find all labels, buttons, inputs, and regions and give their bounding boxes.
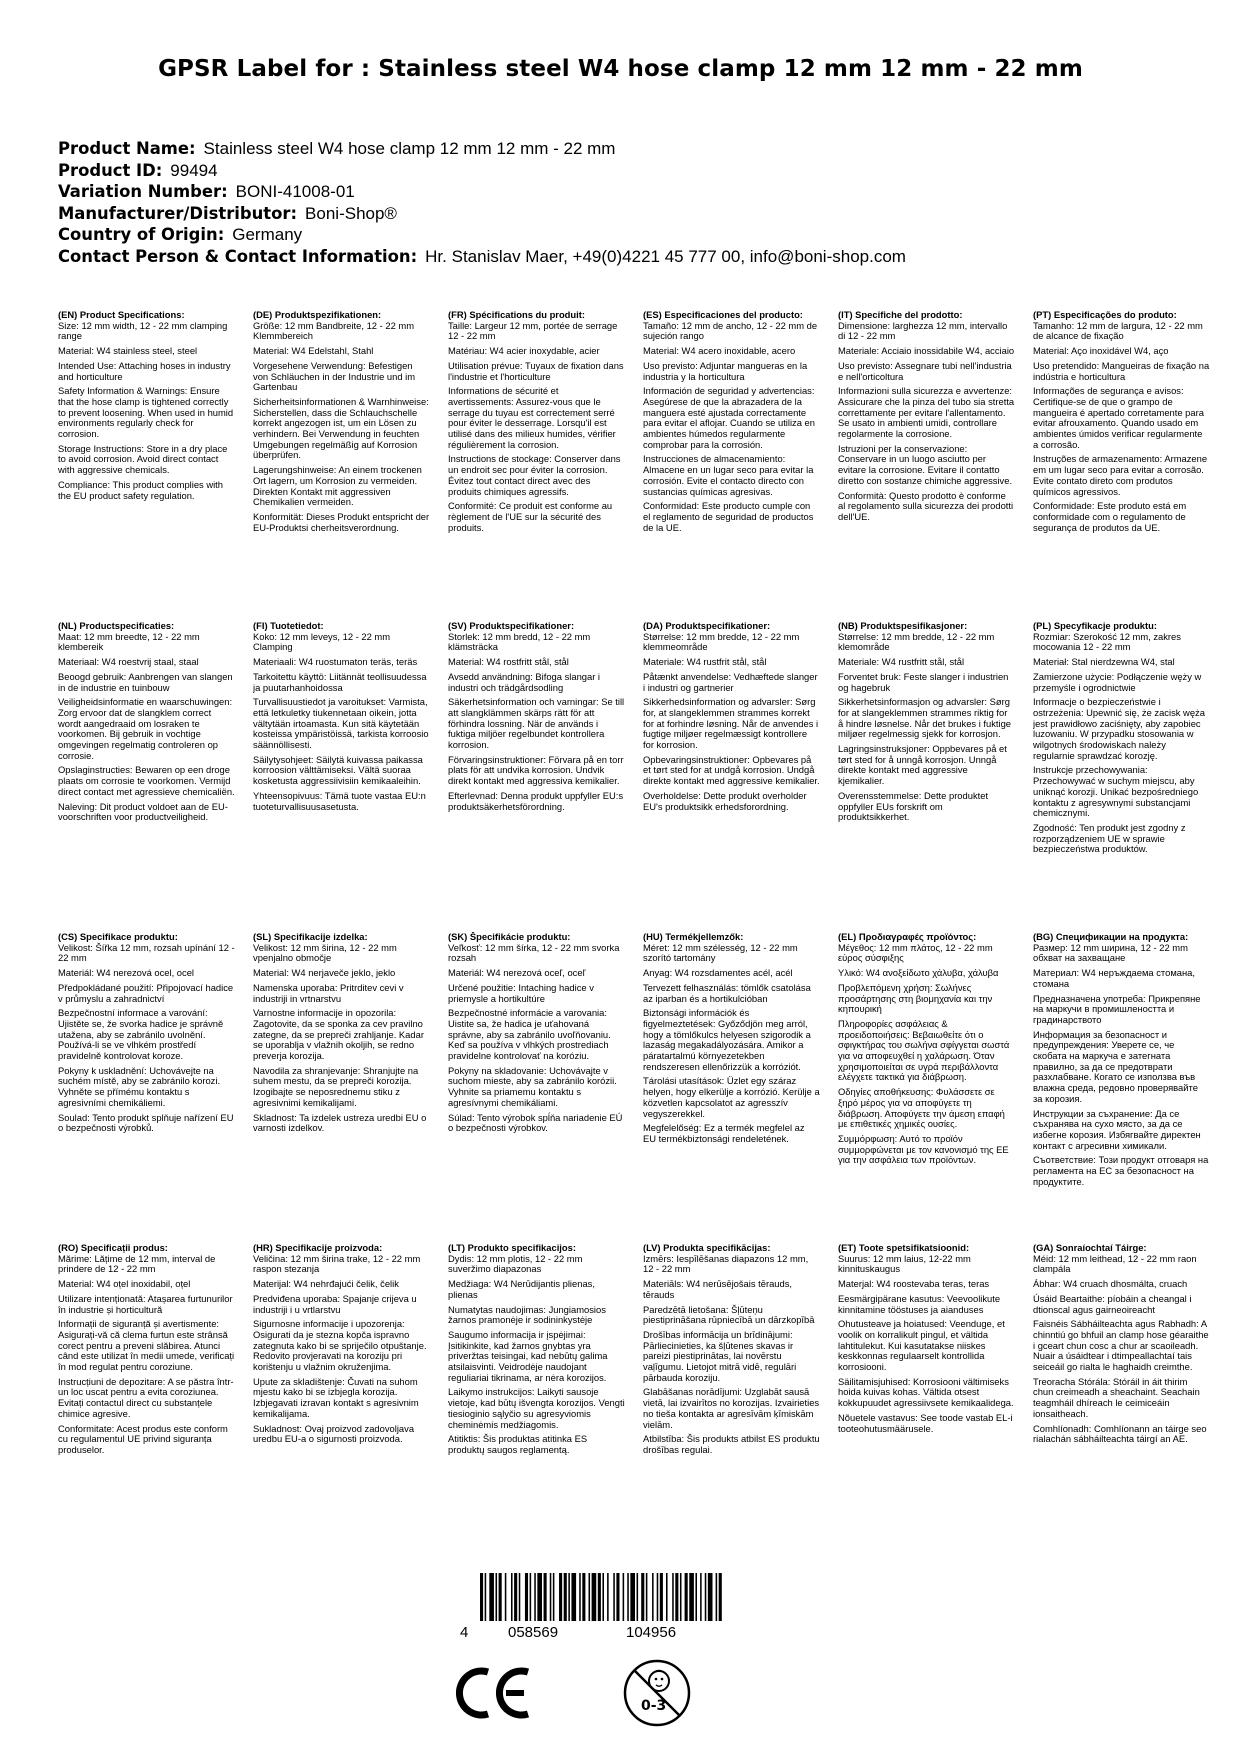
spec-block — [58, 310, 253, 621]
spec-block — [253, 310, 448, 621]
spec-storage: Upute za skladištenje: Čuvati na suhom mjestu kako bi se izbjegla korozija. Izbjegavati izravan kontakt s agresivnim kemikalijama. — [253, 1375, 419, 1419]
spec-storage: Säilitamisjuhised: Korrosiooni vältimiseks hoida kuivas kohas. Vältida otsest kokkupuudet agressiivsete kemikaalidega. — [838, 1375, 1014, 1409]
spec-use: Uso previsto: Assegnare tubi nell'industria e nell'orticoltura — [838, 359, 1012, 382]
spec-compliance: Conformité: Ce produit est conforme au règlement de l'UE sur la sécurité des produits. — [448, 500, 613, 533]
spec-storage: Tárolási utasítások: Üzlet egy száraz helyen, hogy elkerülje a korrózió. Kerülje a közvetlen kapcsolatot az agresszív vegyszerekkel. — [643, 1075, 820, 1119]
country-of-origin-row — [58, 224, 1198, 246]
barcode-bar — [519, 1573, 521, 1621]
spec-heading: (CS) Specifikace produktu: — [58, 932, 178, 942]
barcode-bar — [559, 1573, 562, 1621]
spec-heading: (LV) Produkta specifikācijas: — [643, 1243, 771, 1253]
spec-size: Koko: 12 mm leveys, 12 - 22 mm Clamping — [253, 630, 391, 653]
barcode-bar — [598, 1573, 601, 1621]
spec-storage: Pokyny na skladovanie: Uchovávajte v suchom mieste, aby sa zabránilo korózii. Vyhnite sa priamemu kontaktu s agresívnymi chemikáliami. — [448, 1064, 617, 1108]
spec-safety: Sikkerhetsinformasjon og advarsler: Sørg for at slangeklemmen strammes riktig for å hindre løsnelse. Når det brukes i fuktige miljøer regelmessig sjekk for korrosjon. — [838, 696, 1012, 740]
spec-use: Uso previsto: Adjuntar mangueras en la industria y la horticultura — [643, 359, 808, 382]
barcode-bar — [579, 1573, 581, 1621]
spec-safety: Säkerhetsinformation och varningar: Se till att slangklämmen skärps rätt för att förhindra lossning. När de används i fuktiga miljöer regelbundet kontrollera korrosion. — [448, 696, 625, 751]
spec-safety: Biztonsági információk és figyelmeztetések: Győződjön meg arról, hogy a tömlőkulcs helyesen szigorodik a lazaság megakadályozására. Amikor a páratartalmú környezetekben rendszeresen ellenőrizzük a korróziót. — [643, 1007, 811, 1072]
barcode-bar — [657, 1573, 659, 1621]
spec-size: Tamanho: 12 mm de largura, 12 - 22 mm de alcance de fixação — [1033, 319, 1203, 342]
spec-use: Intended Use: Attaching hoses in industry and horticulture — [58, 359, 231, 382]
spec-heading: (NB) Produktspesifikasjoner: — [838, 621, 968, 631]
spec-compliance: Conformidad: Este producto cumple con el reglamento de seguridad de productos de la UE. — [643, 500, 814, 533]
spec-safety: Drošības informācija un brīdinājumi: Pārliecinieties, ka šļūtenes skavas ir pareizi piestiprinātas, lai novērstu vaļīgumu. Lietojot mitrā vidē, regulāri pārbauda koroziju. — [643, 1328, 797, 1383]
spec-material: Materiale: Acciaio inossidabile W4, acciaio — [838, 345, 1015, 357]
spec-safety: Sikkerhedsinformation og advarsler: Sørg for, at slangeklemmen strammes korrekt for at forhindre løsning. Når de anvendes i fugtige miljøer regelmæssigt kontrollere for korrosion. — [643, 696, 819, 751]
barcode-bar — [544, 1573, 547, 1621]
spec-block — [838, 621, 1033, 932]
spec-use: Tervezett felhasználás: tömlők csatolása az iparban és a hortikulcióban — [643, 981, 811, 1004]
spec-size: Mărime: Lățime de 12 mm, interval de prindere de 12 - 22 mm — [58, 1252, 216, 1275]
spec-heading: (ES) Especificaciones del producto: — [643, 310, 803, 320]
spec-compliance: Overensstemmelse: Dette produktet oppfyller EUs forskrift om produktsikkerhet. — [838, 789, 989, 823]
spec-size: Veľkosť: 12 mm šírka, 12 - 22 mm svorka rozsah — [448, 941, 620, 964]
spec-compliance: Conformidade: Este produto está em conformidade com o regulamento de segurança de produtos da UE. — [1033, 500, 1187, 533]
spec-block — [1033, 310, 1228, 621]
spec-heading: (PT) Especificações do produto: — [1033, 310, 1177, 320]
spec-use: Úsáid Beartaithe: píobáin a cheangal i dtionscal agus gairneoireacht — [1033, 1292, 1192, 1315]
spec-safety: Informações de segurança e avisos: Certifique-se de que o grampo de mangueira é apertado corretamente para evitar afrouxamento. Quando usado em ambientes úmidos verificar regularmente a corrosão. — [1033, 385, 1204, 450]
product-name-label: Product Name: — [58, 139, 196, 158]
contact-value: Hr. Stanislav Maer, +49(0)4221 45 777 00, info@boni-shop.com — [425, 246, 906, 266]
manufacturer-value: Boni-Shop® — [305, 203, 397, 223]
spec-compliance: Soulad: Tento produkt splňuje nařízení EU o bezpečnosti výrobků. — [58, 1111, 234, 1134]
spec-size: Storlek: 12 mm bredd, 12 - 22 mm klämsträcka — [448, 630, 591, 653]
spec-use: Vorgesehene Verwendung: Befestigen von Schläuchen in der Industrie und im Gartenbau — [253, 359, 416, 393]
spec-safety: Bezpečnostné informácie a varovania: Uistite sa, že hadica je uťahovaná správne, aby sa zabránilo uvoľňovaniu. Keď sa používa v vlhkých prostrediach pravidelne kontrolovať na koróziu. — [448, 1007, 611, 1062]
barcode-bar — [641, 1573, 644, 1621]
variation-number-label: Variation Number: — [58, 182, 228, 201]
barcode-digit-group-1: 4 — [460, 1624, 469, 1641]
barcode-bar — [660, 1573, 663, 1621]
spec-material: Υλικό: W4 ανοξείδωτο χάλυβα, χάλυβα — [838, 967, 999, 979]
spec-storage: Istruzioni per la conservazione: Conservare in un luogo asciutto per evitare la corrosione. Evitare il contatto diretto con sostanze chimiche aggressive. — [838, 442, 1013, 486]
barcode-bar — [695, 1573, 697, 1621]
barcode-bar — [602, 1573, 604, 1621]
spec-safety: Ohutusteave ja hoiatused: Veenduge, et voolik on korralikult pingul, et vältida lahtitulekut. Kui kasutatakse niiskes keskkonnas regulaarselt kontrollida korrosiooni. — [838, 1318, 1005, 1373]
spec-heading: (BG) Спецификации на продукта: — [1033, 932, 1189, 942]
spec-compliance: Atbilstība: Šis produkts atbilst ES produktu drošības regulai. — [643, 1433, 820, 1455]
spec-safety: Информация за безопасност и предупреждения: Уверете се, че скобата на маркуча е затегната правилно, за да се предотврати разхлабване. Когато се използва във влажна среда, редовно проверявайте за корозия. — [1033, 1028, 1198, 1104]
spec-safety: Saugumo informacija ir įspėjimai: Įsitikinkite, kad žarnos gnybtas yra priveržtas teisingai, kad nebūtų galima atsilaisvinti. Veidrodėje naudojant reguliariai tikrinama, ar nėra korozijos. — [448, 1328, 608, 1383]
spec-material: Medžiaga: W4 Nerūdijantis plienas, plienas — [448, 1278, 595, 1300]
spec-block — [1033, 932, 1228, 1243]
spec-safety: Veiligheidsinformatie en waarschuwingen: Zorg ervoor dat de slangklem correct wordt aangedraaid om losraken te voorkomen. Bij gebruik in vochtige omgevingen regelmatig controleren op corrosie. — [58, 696, 233, 761]
spec-size: Velikost: Šířka 12 mm, rozsah upínání 12 - 22 mm — [58, 941, 235, 964]
spec-use: Paredzētā lietošana: Šļūteņu piestiprināšana rūpniecībā un dārzkopībā — [643, 1303, 815, 1326]
variation-number-value: BONI-41008-01 — [235, 182, 355, 201]
spec-size: Größe: 12 mm Bandbreite, 12 - 22 mm Klemmbereich — [253, 319, 415, 342]
barcode-bar — [553, 1573, 555, 1621]
spec-block — [838, 310, 1033, 621]
spec-safety: Πληροφορίες ασφάλειας & προειδοποιήσεις: Βεβαιωθείτε ότι ο σφιγκτήρας του σωλήνα σφίγγεται σωστά για να αποφευχθεί η χαλάρωση. Όταν χρησιμοποιείται σε υγρά περιβάλλοντα ελέγχετε τακτικά για διάβρωση. — [838, 1017, 1010, 1083]
spec-heading: (DA) Produktspecifikationer: — [643, 621, 771, 631]
spec-compliance: Konformität: Dieses Produkt entspricht der EU-Produktsi cherheitsverordnung. — [253, 510, 430, 533]
barcode-bar — [568, 1573, 570, 1621]
spec-material: Material: W4 rostfritt stål, stål — [448, 656, 569, 668]
spec-size: Méid: 12 mm leithead, 12 - 22 mm raon clampála — [1033, 1252, 1197, 1275]
spec-material: Material: W4 oțel inoxidabil, oțel — [58, 1278, 191, 1290]
spec-storage: Laikymo instrukcijos: Laikyti sausoje vietoje, kad būtų išvengta korozijos. Vengti tiesioginio sąlyčio su agresyviomis cheminėmis medžiagomis. — [448, 1386, 625, 1430]
spec-use: Προβλεπόμενη χρήση: Σωλήνες προσάρτησης στη βιομηχανία και την κηπουρική — [838, 981, 993, 1015]
specifications-grid — [58, 310, 1228, 1554]
spec-storage: Storage Instructions: Store in a dry place to avoid corrosion. Avoid direct contact with aggressive chemicals. — [58, 442, 228, 476]
barcode-bar — [672, 1573, 674, 1621]
spec-block — [253, 1243, 448, 1554]
barcode-bar — [530, 1573, 532, 1621]
spec-block — [448, 310, 643, 621]
spec-material: Matériau: W4 acier inoxydable, acier — [448, 345, 600, 357]
barcode-bar — [705, 1573, 707, 1621]
spec-heading: (SV) Produktspecifikationer: — [448, 621, 575, 631]
spec-size: Méret: 12 mm szélesség, 12 - 22 mm szorító tartomány — [643, 941, 798, 964]
spec-block — [58, 1243, 253, 1554]
barcode-digit-group-3: 104956 — [626, 1624, 677, 1641]
barcode-bar — [616, 1573, 619, 1621]
spec-use: Påtænkt anvendelse: Vedhæftede slanger i industri og gartnerier — [643, 670, 818, 693]
barcode-bar — [719, 1573, 722, 1621]
spec-material: Material: W4 acero inoxidable, acero — [643, 345, 796, 357]
spec-size: Size: 12 mm width, 12 - 22 mm clamping range — [58, 319, 228, 342]
spec-compliance: Yhteensopivuus: Tämä tuote vastaa EU:n tuoteturvallisuusasetusta. — [253, 789, 426, 812]
barcode-bar — [637, 1573, 639, 1621]
spec-block — [1033, 621, 1228, 932]
spec-size: Размер: 12 mm ширина, 12 - 22 mm обхват на захващане — [1033, 941, 1188, 964]
spec-storage: Οδηγίες αποθήκευσης: Φυλάσσετε σε ξηρό μέρος για να αποφύγετε τη διάβρωση. Αποφύγετε την άμεση επαφή με επιθετικές χημικές ουσίες. — [838, 1086, 1005, 1130]
barcode-bar — [537, 1573, 542, 1621]
spec-material: Ábhar: W4 cruach dhosmálta, cruach — [1033, 1278, 1188, 1290]
spec-use: Forventet bruk: Feste slanger i industrien og hagebruk — [838, 670, 1009, 693]
spec-size: Izmērs: Iespīlēšanas diapazons 12 mm, 12 - 22 mm — [643, 1252, 809, 1275]
barcode-bar — [485, 1573, 487, 1621]
spec-block — [58, 932, 253, 1243]
spec-material: Materiāls: W4 nerūsējošais tērauds, tērauds — [643, 1278, 793, 1300]
spec-material: Materiał: Stal nierdzewna W4, stal — [1033, 656, 1175, 668]
spec-compliance: Skladnost: Ta izdelek ustreza uredbi EU o varnosti izdelkov. — [253, 1111, 427, 1134]
spec-block — [448, 932, 643, 1243]
spec-material: Anyag: W4 rozsdamentes acél, acél — [643, 967, 793, 979]
product-name-value: Stainless steel W4 hose clamp 12 mm 12 mm - 22 mm — [203, 139, 616, 158]
spec-safety: Safety Information & Warnings: Ensure that the hose clamp is tightened correctly to prevent loosening. When used in humid environments regularly check for corrosion. — [58, 385, 234, 440]
spec-use: Предназначена употреба: Прикрепяне на маркучи в промишлеността и градинарството — [1033, 992, 1201, 1025]
spec-compliance: Compliance: This product complies with the EU product safety regulation. — [58, 478, 224, 501]
spec-compliance: Megfelelőség: Ez a termék megfelel az EU termékbiztonsági rendeletének. — [643, 1122, 805, 1144]
spec-use: Avsedd användning: Bifoga slangar i industri och trädgårdsodling — [448, 670, 601, 693]
age-0-3-warning-icon — [622, 1658, 692, 1728]
barcode-bar — [550, 1573, 552, 1621]
spec-use: Eesmärgipärane kasutus: Veevoolikute kinnitamine tööstuses ja aianduses — [838, 1292, 1001, 1315]
spec-block — [643, 932, 838, 1243]
spec-size: Rozmiar: Szerokość 12 mm, zakres mocowania 12 - 22 mm — [1033, 630, 1181, 653]
spec-heading: (FI) Tuotetiedot: — [253, 621, 324, 631]
spec-use: Zamierzone użycie: Podłączenie węży w przemyśle i ogrodnictwie — [1033, 670, 1202, 693]
spec-safety: Informazioni sulla sicurezza e avvertenze: Assicurare che la pinza del tubo sia stretta correttamente per evitare l'allentamento. Se usato in ambienti umidi, controllare regolarmente la corrosione. — [838, 385, 1015, 440]
barcode-bar — [675, 1573, 678, 1621]
country-of-origin-value: Germany — [232, 225, 303, 244]
spec-storage: Instruções de armazenamento: Armazene em um lugar seco para evitar a corrosão. Evite contato direto com produtos químicos agressivos. — [1033, 453, 1208, 497]
spec-use: Predviđena uporaba: Spajanje crijeva u industriji i u vrtlarstvu — [253, 1292, 417, 1315]
spec-compliance: Sukladnost: Ovaj proizvod zadovoljava uredbu EU-a o sigurnosti proizvoda. — [253, 1422, 415, 1445]
spec-heading: (FR) Spécifications du produit: — [448, 310, 585, 320]
barcode-bar — [564, 1573, 567, 1621]
spec-size: Veličina: 12 mm širina trake, 12 - 22 mm raspon stezanja — [253, 1252, 421, 1275]
spec-material: Materiale: W4 rustfritt stål, stål — [838, 656, 965, 668]
barcode-bar — [505, 1573, 507, 1621]
spec-heading: (EN) Product Specifications: — [58, 310, 185, 320]
spec-compliance: Súlad: Tento výrobok spĺňa nariadenie EÚ o bezpečnosti výrobkov. — [448, 1111, 623, 1134]
spec-block — [838, 1243, 1033, 1554]
barcode-bar — [525, 1573, 528, 1621]
spec-storage: Инструкции за съхранение: Да се съхранява на сухо място, за да се избегне корозия. Избягвайте директен контакт с агресивни химикали. — [1033, 1107, 1201, 1151]
spec-size: Suurus: 12 mm laius, 12-22 mm kinnituskaugus — [838, 1252, 971, 1275]
spec-use: Numatytas naudojimas: Jungiamosios žarnos pramonėje ir sodininkystėje — [448, 1303, 606, 1326]
barcode-bar — [571, 1573, 576, 1621]
spec-heading: (EL) Προδιαγραφές προϊόντος: — [838, 932, 977, 942]
contact-label: Contact Person & Contact Information: — [58, 246, 418, 266]
spec-heading: (NL) Productspecificaties: — [58, 621, 175, 631]
spec-material: Material: W4 Edelstahl, Stahl — [253, 345, 374, 357]
spec-size: Størrelse: 12 mm bredde, 12 - 22 mm klemmeområde — [643, 630, 800, 653]
manufacturer-row — [58, 203, 1198, 225]
spec-storage: Navodila za shranjevanje: Shranjujte na suhem mestu, da se prepreči korozija. Izogibajte se neposrednemu stiku z agresivnimi kemikalijami. — [253, 1064, 419, 1108]
spec-compliance: Συμμόρφωση: Αυτό το προϊόν συμμορφώνεται με τον κανονισμό της ΕΕ για την ασφάλεια των προϊόντων. — [838, 1132, 1009, 1166]
spec-size: Maat: 12 mm breedte, 12 - 22 mm klembereik — [58, 630, 200, 653]
spec-safety: Informații de siguranță și avertismente: Asigurați-vă că clema furtun este strânsă corect pentru a preveni slăbirea. Atunci când este utilizat în medii umede, verificați în mod regulat pentru coroziune. — [58, 1318, 235, 1373]
ce-mark-icon — [452, 1664, 532, 1722]
spec-block — [448, 1243, 643, 1554]
spec-material: Materjal: W4 roostevaba teras, teras — [838, 1278, 990, 1290]
barcode-bar — [534, 1573, 536, 1621]
spec-block — [58, 621, 253, 932]
spec-size: Μέγεθος: 12 mm πλάτος, 12 - 22 mm εύρος σύσφιξης — [838, 941, 993, 964]
barcode-bar — [499, 1573, 502, 1621]
spec-use: Beoogd gebruik: Aanbrengen van slangen in de industrie en tuinbouw — [58, 670, 233, 693]
barcode-bar — [592, 1573, 597, 1621]
barcode-bar — [708, 1573, 713, 1621]
spec-storage: Lagringsinstruksjoner: Oppbevares på et tørt sted for å unngå korrosjon. Unngå direkte kontakt med aggressive kjemikalier. — [838, 743, 1007, 787]
spec-storage: Opslaginstructies: Bewaren op een droge plaats om corrosie te voorkomen. Vermijd direct contact met agressieve chemicaliën. — [58, 764, 235, 797]
spec-block — [1033, 1243, 1228, 1554]
barcode-bar — [666, 1573, 668, 1621]
spec-compliance: Overholdelse: Dette produkt overholder EU's produktsikk erhedsforordning. — [643, 789, 807, 812]
spec-storage: Förvaringsinstruktioner: Förvara på en torr plats för att undvika korrosion. Undvik direkt kontakt med aggressiva kemikalier. — [448, 753, 624, 787]
product-info-block — [58, 138, 1198, 267]
spec-use: Předpokládané použití: Připojovací hadice v průmyslu a zahradnictví — [58, 981, 234, 1004]
page-title: GPSR Label for : Stainless steel W4 hose clamp 12 mm 12 mm - 22 mm — [158, 56, 1083, 82]
spec-use: Tarkoitettu käyttö: Liitännät teollisuudessa ja puutarhanhoidossa — [253, 670, 427, 693]
country-of-origin-label: Country of Origin: — [58, 225, 225, 244]
spec-block — [448, 621, 643, 932]
spec-storage: Lagerungshinweise: An einem trockenen Ort lagern, um Korrosion zu vermeiden. Direkten Kontakt mit aggressiven Chemikalien vermeiden. — [253, 464, 422, 508]
product-id-label: Product ID: — [58, 160, 163, 180]
spec-compliance: Efterlevnad: Denna produkt uppfyller EU:s produktsäkerhetsförordning. — [448, 789, 624, 812]
spec-block — [643, 1243, 838, 1554]
spec-safety: Faisnéis Sábháilteachta agus Rabhadh: A chinntiú go bhfuil an clamp hose géaraithe i gceart chun cosc a chur ar scaoileadh. Nuair a úsáidtear i dtimpeallachtaí tais seiceáil go rialta le haghaidh creimthe. — [1033, 1318, 1209, 1373]
contact-row — [58, 246, 1198, 268]
spec-use: Utilizare intenționată: Atașarea furtunurilor în industrie și horticultură — [58, 1292, 233, 1315]
spec-safety: Sigurnosne informacije i upozorenja: Osigurati da je stezna kopča ispravno zategnuta kako bi se spriječilo otpuštanje. Redovito provjeravati na koroziju pri korištenju u vlažnim okruženjima. — [253, 1318, 427, 1373]
spec-size: Dimensione: larghezza 12 mm, intervallo di 12 - 22 mm — [838, 319, 1008, 342]
product-id-row — [58, 160, 1198, 182]
spec-safety: Bezpečnostní informace a varování: Ujistěte se, že svorka hadice je správně utažena, aby se zabránilo uvolnění. Používá-li se ve vlhkém prostředí pravidelně kontrolovat koroze. — [58, 1007, 224, 1062]
barcode-bar — [680, 1573, 682, 1621]
spec-storage: Instructions de stockage: Conserver dans un endroit sec pour éviter la corrosion. Évitez tout contact direct avec des produits chimiques agressifs. — [448, 453, 621, 497]
barcode-bar — [480, 1573, 483, 1621]
barcode-bar — [646, 1573, 648, 1621]
spec-storage: Instrucțiuni de depozitare: A se păstra într-un loc uscat pentru a evita coroziunea. Evitați contactul direct cu substanțele chimice agresive. — [58, 1375, 234, 1419]
spec-block — [253, 932, 448, 1243]
barcode-bar — [627, 1573, 629, 1621]
spec-safety: Sicherheitsinformationen & Warnhinweise: Sicherstellen, dass die Schlauchschelle korrekt angezogen ist, um ein Lösen zu verhindern. Bei Verwendung in feuchten Umgebungen regelmäßig auf Korrosion überprüfen. — [253, 395, 429, 461]
spec-use: Uso pretendido: Mangueiras de fixação na indústria e horticultura — [1033, 359, 1210, 382]
spec-heading: (LT) Produkto specifikacijos: — [448, 1243, 576, 1253]
spec-safety: Informacje o bezpieczeństwie i ostrzeżenia: Upewnić się, że zacisk węża jest prawidłowo zaciśnięty, aby zapobiec luzowaniu. W przypadku stosowania w wilgotnych środowiskach należy regularnie sprawdzać korozję. — [1033, 696, 1205, 761]
spec-compliance: Conformità: Questo prodotto è conforme al regolamento sulla sicurezza dei prodotti dell'UE. — [838, 489, 1014, 522]
spec-safety: Informations de sécurité et avertissements: Assurez-vous que le serrage du tuyau est correctement serré pour éviter le desserrage. Lorsqu'il est utilisé dans des milieux humides, vérifier régulièrement la corrosion. — [448, 385, 616, 450]
spec-material: Materiál: W4 nerezová oceľ, oceľ — [448, 967, 586, 979]
barcode-bar — [582, 1573, 585, 1621]
spec-material: Materiale: W4 rustfrit stål, stål — [643, 656, 767, 668]
spec-heading: (ET) Toote spetsifikatsioonid: — [838, 1243, 970, 1253]
spec-material: Materiaal: W4 roestvrij staal, staal — [58, 656, 199, 668]
spec-storage: Säilytysohjeet: Säilytä kuivassa paikassa korroosion välttämiseksi. Vältä suoraa kosketusta aggressiivisiin kemikaaleihin. — [253, 753, 423, 787]
barcode-bar — [607, 1573, 609, 1621]
spec-compliance: Съответствие: Този продукт отговаря на регламента на ЕС за безопасност на продуктите. — [1033, 1154, 1209, 1187]
barcode-bar — [630, 1573, 635, 1621]
product-name-row — [58, 138, 1198, 160]
age-range-text: 0-3 — [641, 1698, 667, 1714]
barcode-bar — [489, 1573, 494, 1621]
spec-block — [838, 932, 1033, 1243]
product-id-value: 99494 — [170, 160, 218, 180]
spec-heading: (GA) Sonraíochtaí Táirge: — [1033, 1243, 1147, 1253]
spec-material: Материал: W4 неръждаема стомана, стомана — [1033, 967, 1195, 989]
barcode-bar — [623, 1573, 625, 1621]
barcode-bar — [685, 1573, 688, 1621]
ean-barcode — [460, 1573, 750, 1641]
spec-use: Určené použitie: Intaching hadice v priemysle a hortikultúre — [448, 981, 594, 1004]
spec-size: Dydis: 12 mm plotis, 12 - 22 mm suveržimo diapazonas — [448, 1252, 583, 1275]
spec-heading: (SL) Specifikacije izdelka: — [253, 932, 368, 942]
spec-heading: (RO) Specificații produs: — [58, 1243, 168, 1253]
barcode-bar — [511, 1573, 513, 1621]
spec-use: Namenska uporaba: Pritrditev cevi v industriji in vrtnarstvu — [253, 981, 404, 1004]
spec-compliance: Atitiktis: Šis produktas atitinka ES produktų saugos reglamentą. — [448, 1433, 588, 1455]
barcode-bar — [496, 1573, 498, 1621]
barcode-bar — [689, 1573, 694, 1621]
spec-storage: Treoracha Stórála: Stóráil in áit thirim chun creimeadh a sheachaint. Seachain teagmháil dhíreach le ceimiceáin ionsaitheach. — [1033, 1375, 1200, 1419]
spec-safety: Varnostne informacije in opozorila: Zagotovite, da se sponka za cev pravilno zategne, da se prepreči zrahljanje. Kadar se uporablja v vlažnih okoljih, se redno preverja korozija. — [253, 1007, 424, 1062]
spec-safety: Turvallisuustiedot ja varoitukset: Varmista, että letkuletky tiukennetaan oikein, jotta vältytään irtoamasta. Kun sitä käytetään kosteissa ympäristöissä, tarkista korroosio säännöllisesti. — [253, 696, 429, 751]
spec-material: Materiaali: W4 ruostumaton teräs, teräs — [253, 656, 418, 668]
variation-number-row — [58, 181, 1198, 203]
spec-storage: Instrukcje przechowywania: Przechowywać w suchym miejscu, aby uniknąć korozji. Unikać bezpośredniego kontaktu z agresywnymi substancjami chemicznymi. — [1033, 764, 1199, 819]
barcode-bar — [613, 1573, 615, 1621]
spec-storage: Opbevaringsinstruktioner: Opbevares på et tørt sted for at undgå korrosion. Undgå direkte kontakt med aggressive kemikalier. — [643, 753, 820, 787]
spec-storage: Pokyny k uskladnění: Uchovávejte na suchém místě, aby se zabránilo korozi. Vyhněte se přímému kontaktu s agresivními chemikáliemi. — [58, 1064, 221, 1108]
spec-block — [643, 621, 838, 932]
spec-block — [253, 621, 448, 932]
spec-storage: Glabāšanas norādījumi: Uzglabāt sausā vietā, lai izvairītos no korozijas. Izvairieties no tieša kontakta ar agresīvām ķīmiskām vielām. — [643, 1386, 820, 1430]
spec-material: Material: W4 nerjaveče jeklo, jeklo — [253, 967, 396, 979]
spec-heading: (SK) Špecifikácie produktu: — [448, 932, 571, 942]
spec-compliance: Nõuetele vastavus: See toode vastab EL-i tooteohutusmäärusele. — [838, 1411, 1013, 1434]
barcode-bar — [589, 1573, 591, 1621]
spec-heading: (HR) Specifikacije proizvoda: — [253, 1243, 383, 1253]
spec-use: Utilisation prévue: Tuyaux de fixation dans l'industrie et l'horticulture — [448, 359, 624, 382]
spec-material: Material: W4 stainless steel, steel — [58, 345, 198, 357]
barcode-bar — [700, 1573, 702, 1621]
barcode-bar — [716, 1573, 718, 1621]
spec-heading: (IT) Specifiche del prodotto: — [838, 310, 963, 320]
barcode-digit-group-2: 058569 — [508, 1624, 559, 1641]
spec-material: Materiál: W4 nerezová ocel, ocel — [58, 967, 194, 979]
spec-compliance: Naleving: Dit product voldoet aan de EU-voorschriften voor productveiligheid. — [58, 800, 228, 823]
spec-size: Tamaño: 12 mm de ancho, 12 - 22 mm de sujeción rango — [643, 319, 818, 342]
spec-heading: (PL) Specyfikacje produktu: — [1033, 621, 1157, 631]
spec-compliance: Zgodność: Ten produkt jest zgodny z rozporządzeniem UE w sprawie bezpieczeństwa produktów. — [1033, 821, 1186, 855]
spec-storage: Instrucciones de almacenamiento: Almacene en un lugar seco para evitar la corrosión. Evite el contacto directo con sustancias químicas agresivas. — [643, 453, 814, 497]
spec-safety: Información de seguridad y advertencias: Asegúrese de que la abrazadera de la manguera esté ajustada correctamente para evitar el aflojar. Cuando se utiliza en ambientes húmedos regularmente comprobar para la corrosión. — [643, 385, 815, 450]
spec-heading: (HU) Termékjellemzők: — [643, 932, 744, 942]
barcode-bar — [514, 1573, 517, 1621]
spec-heading: (DE) Produktspezifikationen: — [253, 310, 382, 320]
spec-compliance: Comhlíonadh: Comhlíonann an táirge seo rialachán sábháilteachta táirgí an AE. — [1033, 1422, 1207, 1445]
manufacturer-label: Manufacturer/Distributor: — [58, 203, 298, 223]
spec-size: Velikost: 12 mm širina, 12 - 22 mm vpenjalno območje — [253, 941, 397, 964]
spec-material: Material: Aço inoxidável W4, aço — [1033, 345, 1169, 357]
spec-compliance: Conformitate: Acest produs este conform cu regulamentul UE privind siguranța produselor. — [58, 1422, 228, 1455]
spec-block — [643, 310, 838, 621]
barcode-bar — [652, 1573, 654, 1621]
spec-size: Størrelse: 12 mm bredde, 12 - 22 mm klemområde — [838, 630, 995, 653]
spec-material: Materijal: W4 nehrđajući čelik, čelik — [253, 1278, 399, 1290]
spec-size: Taille: Largeur 12 mm, portée de serrage 12 - 22 mm — [448, 319, 618, 342]
